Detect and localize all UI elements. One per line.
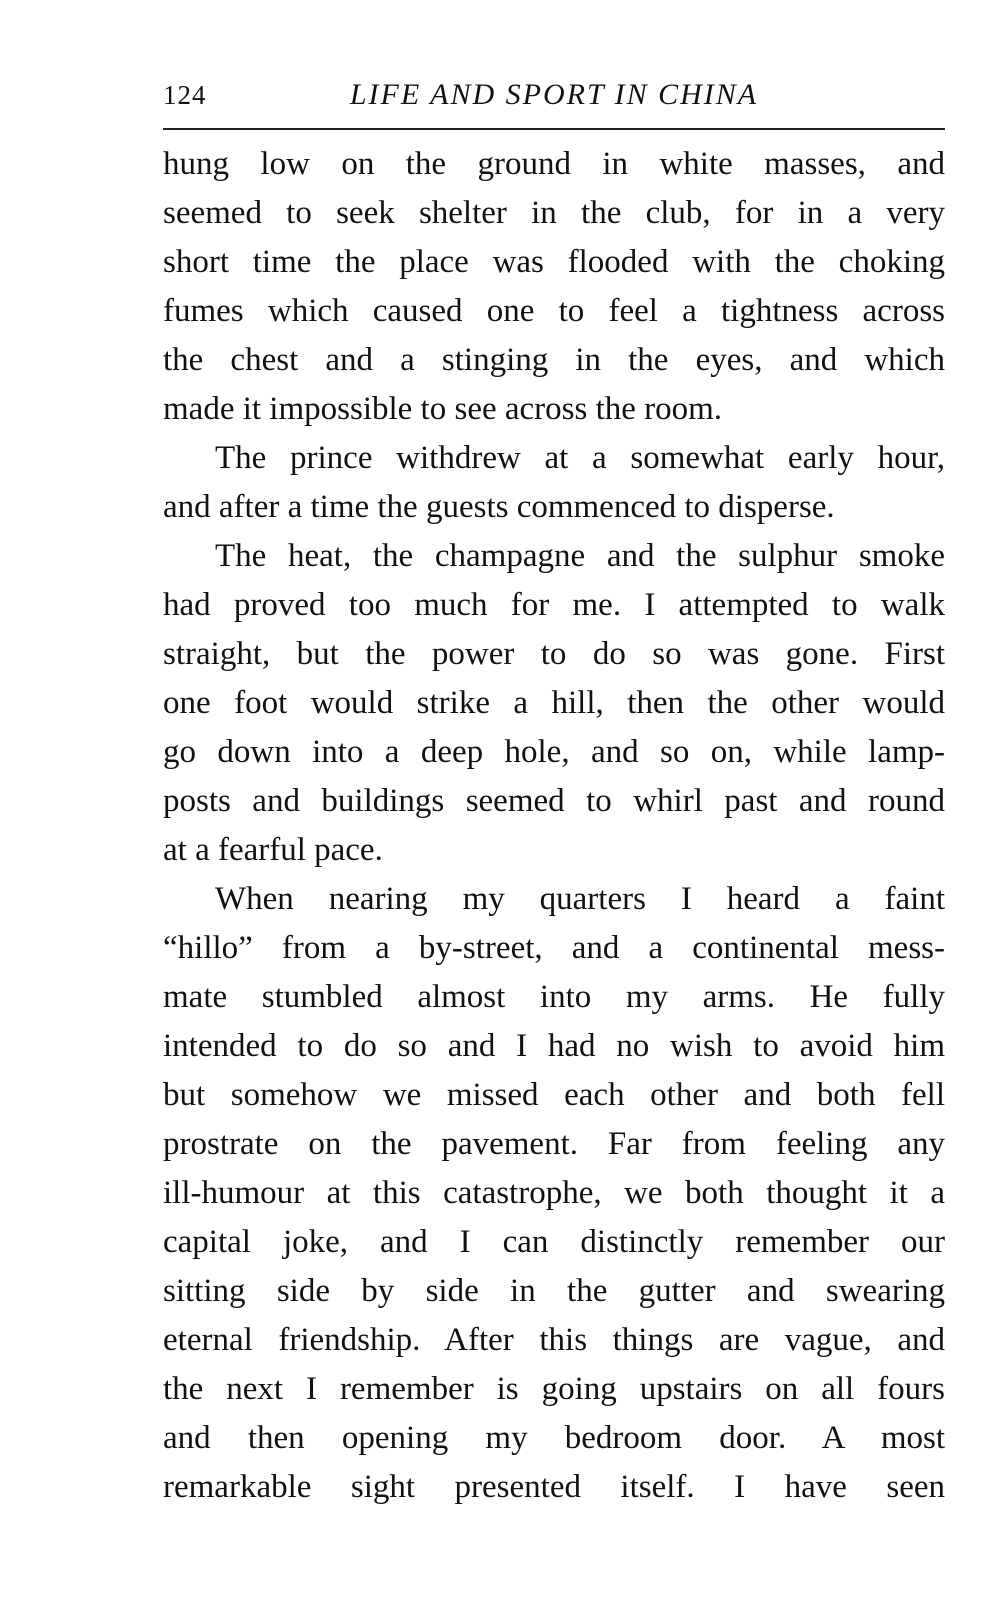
text-line: sitting side by side in the gutter and swearing (163, 1273, 945, 1309)
text-line: prostrate on the pavement. Far from feeling any (163, 1126, 945, 1162)
text-line: one foot would strike a hill, then the other would (163, 685, 945, 721)
text-line: and then opening my bedroom door. A most (163, 1420, 945, 1456)
text-line: eternal friendship. After this things are vague, and (163, 1322, 945, 1358)
running-title: LIFE AND SPORT IN CHINA (349, 78, 759, 111)
text-line: had proved too much for me. I attempted to walk (163, 587, 945, 623)
text-line: seemed to seek shelter in the club, for in a very (163, 195, 945, 231)
text-line: the next I remember is going upstairs on all fours (163, 1371, 945, 1407)
text-line: the chest and a stinging in the eyes, and which (163, 342, 945, 378)
text-line: When nearing my quarters I heard a faint (215, 881, 945, 917)
text-line: made it impossible to see across the room. (163, 391, 723, 427)
text-line: The heat, the champagne and the sulphur smoke (215, 538, 945, 574)
text-line: short time the place was flooded with the choking (163, 244, 945, 280)
text-line: but somehow we missed each other and both fell (163, 1077, 945, 1113)
text-line: The prince withdrew at a somewhat early hour, (215, 440, 945, 476)
page-header (163, 76, 945, 116)
text-line: straight, but the power to do so was gone. First (163, 636, 945, 672)
text-line: posts and buildings seemed to whirl past and round (163, 783, 945, 819)
text-line: ill-humour at this catastrophe, we both thought it a (163, 1175, 945, 1211)
text-line: and after a time the guests commenced to disperse. (163, 489, 835, 525)
text-line: at a fearful pace. (163, 832, 383, 868)
text-line: fumes which caused one to feel a tightness across (163, 293, 945, 329)
text-line: capital joke, and I can distinctly remember our (163, 1224, 945, 1260)
text-line: remarkable sight presented itself. I have seen (163, 1469, 945, 1505)
text-line: go down into a deep hole, and so on, while lamp- (163, 734, 945, 770)
body-text (163, 140, 945, 1512)
header-rule (163, 128, 945, 130)
text-line: hung low on the ground in white masses, and (163, 146, 945, 182)
page-number: 124 (163, 80, 207, 110)
text-line: “hillo” from a by-street, and a continental mess- (163, 930, 945, 966)
text-line: mate stumbled almost into my arms. He fully (163, 979, 945, 1015)
text-line: intended to do so and I had no wish to avoid him (163, 1028, 945, 1064)
